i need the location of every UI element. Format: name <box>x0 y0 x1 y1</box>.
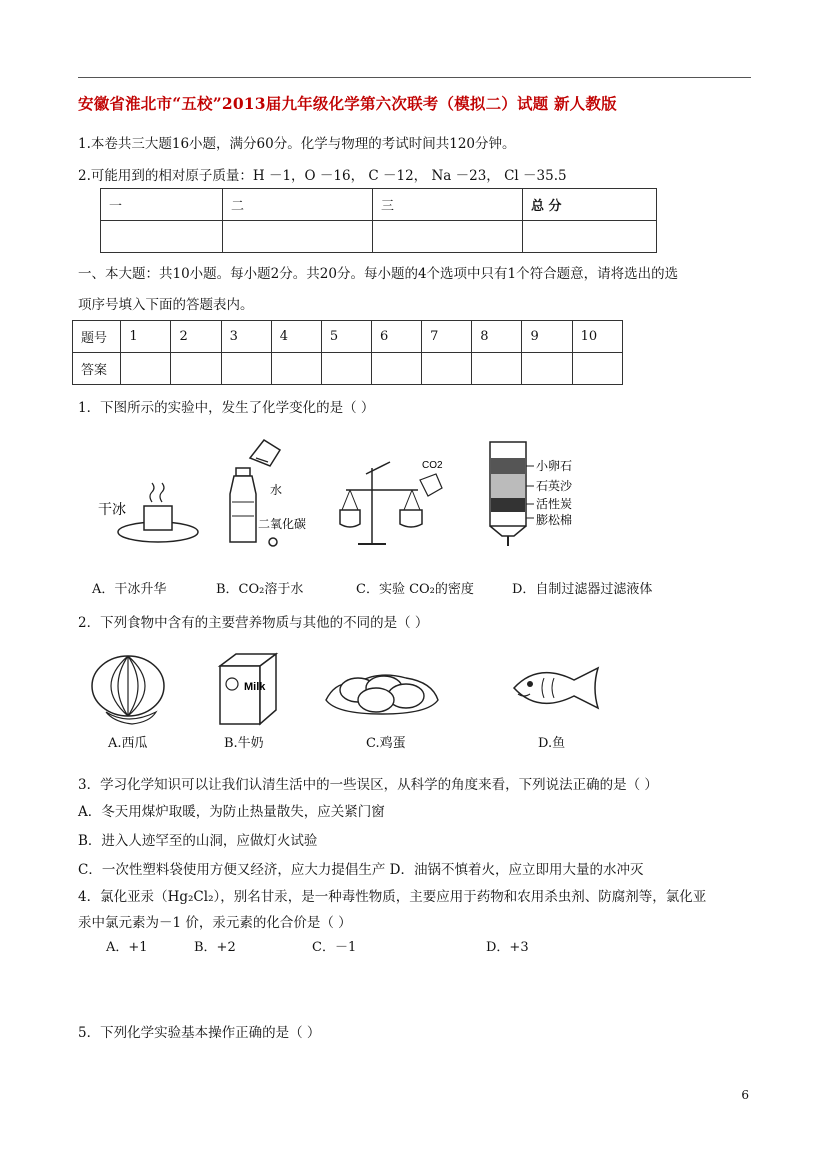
watermelon-figure <box>86 652 176 728</box>
q5-stem: 5．下列化学实验基本操作正确的是（ ） <box>78 1025 321 1041</box>
score-header-total: 总 分 <box>523 189 657 221</box>
answer-row-label-number: 题号 <box>73 321 121 353</box>
answer-number-4: 4 <box>271 321 321 353</box>
dry-ice-figure <box>96 480 206 550</box>
milk-carton-figure <box>210 650 300 730</box>
score-header-2: 二 <box>223 189 373 221</box>
score-cell-2[interactable] <box>223 221 373 253</box>
answer-number-8: 8 <box>472 321 522 353</box>
q4-option-d: D．+3 <box>486 940 529 955</box>
q2-option-c: C.鸡蛋 <box>366 736 406 751</box>
score-cell-1[interactable] <box>101 221 223 253</box>
page-number: 6 <box>741 1088 749 1102</box>
answer-number-2: 2 <box>171 321 221 353</box>
answer-cell-9[interactable] <box>522 353 572 385</box>
answer-cell-6[interactable] <box>372 353 422 385</box>
q3-option-a: A．冬天用煤炉取暖，为防止热量散失，应关紧门窗 <box>78 804 385 820</box>
q1-option-a: A．干冰升华 <box>92 582 167 597</box>
q1-option-c: C．实验 CO₂的密度 <box>356 582 474 597</box>
answer-number-6: 6 <box>372 321 422 353</box>
answer-cell-4[interactable] <box>271 353 321 385</box>
q1-stem: 1．下图所示的实验中，发生了化学变化的是（ ） <box>78 400 375 416</box>
filter-figure <box>484 438 604 550</box>
co2-bottle-figure <box>228 438 318 550</box>
answer-cell-3[interactable] <box>221 353 271 385</box>
q4-option-a: A．+1 <box>106 940 148 955</box>
answer-cell-2[interactable] <box>171 353 221 385</box>
q2-stem: 2．下列食物中含有的主要营养物质与其他的不同的是（ ） <box>78 615 429 631</box>
cotton-label: 膨松棉 <box>536 513 573 527</box>
answer-number-1: 1 <box>121 321 171 353</box>
answer-cell-7[interactable] <box>422 353 472 385</box>
q2-option-d: D.鱼 <box>538 736 566 751</box>
q4-line1: 4．氯化亚汞（Hg₂Cl₂），别名甘汞，是一种毒性物质，主要应用于药物和农用杀虫剂、防腐剂等，氯化亚 <box>78 889 707 905</box>
carbon-label: 活性炭 <box>536 497 573 511</box>
answer-number-3: 3 <box>221 321 271 353</box>
answer-number-10: 10 <box>572 321 622 353</box>
co2-gas-label: CO2 <box>422 460 443 471</box>
score-header-3: 三 <box>373 189 523 221</box>
answer-number-5: 5 <box>321 321 371 353</box>
answer-number-7: 7 <box>422 321 472 353</box>
q1-option-d: D．自制过滤器过滤液体 <box>512 582 653 597</box>
balance-figure <box>336 452 446 552</box>
q4-option-c: C．－1 <box>312 940 357 955</box>
co2-bottle-label: 二氧化碳 <box>258 517 307 531</box>
answer-table <box>72 320 623 385</box>
milk-word: Milk <box>244 681 266 693</box>
answer-cell-1[interactable] <box>121 353 171 385</box>
dry-ice-label: 干冰 <box>98 501 126 517</box>
answer-cell-10[interactable] <box>572 353 622 385</box>
score-header-1: 一 <box>101 189 223 221</box>
q4-line2: 汞中氯元素为－1 价，汞元素的化合价是（ ） <box>78 915 352 931</box>
answer-row-label-answer: 答案 <box>73 353 121 385</box>
q3-stem: 3．学习化学知识可以让我们认清生活中的一些误区，从科学的角度来看，下列说法正确的是（ ） <box>78 777 658 793</box>
note-2: 2.可能用到的相对原子质量：H －1，O －16， C －12， Na －23， Cl －35.5 <box>78 168 567 184</box>
q3-option-b: B．进入人迹罕至的山洞，应做灯火试验 <box>78 833 318 849</box>
answer-cell-5[interactable] <box>321 353 371 385</box>
page-title: 安徽省淮北市“五校”2013届九年级化学第六次联考（模拟二）试题 新人教版 <box>78 94 617 113</box>
header-rule <box>78 77 751 78</box>
eggs-figure <box>322 660 442 724</box>
score-cell-3[interactable] <box>373 221 523 253</box>
score-cell-total[interactable] <box>523 221 657 253</box>
section1-line1: 一、本大题：共10小题。每小题2分。共20分。每小题的4个选项中只有1个符合题意，请将选出的选 <box>78 266 679 282</box>
q2-option-a: A.西瓜 <box>108 736 148 751</box>
water-label: 水 <box>270 483 283 497</box>
fish-figure <box>508 660 604 716</box>
q2-option-b: B.牛奶 <box>224 736 264 751</box>
answer-cell-8[interactable] <box>472 353 522 385</box>
q3-option-cd: C．一次性塑料袋使用方便又经济，应大力提倡生产 D．油锅不慎着火，应立即用大量的水冲灭 <box>78 862 644 878</box>
score-table <box>100 188 657 253</box>
q4-option-b: B．+2 <box>194 940 236 955</box>
note-1: 1.本卷共三大题16小题，满分60分。化学与物理的考试时间共120分钟。 <box>78 136 516 152</box>
sand-label: 石英沙 <box>536 479 573 493</box>
q1-option-b: B．CO₂溶于水 <box>216 582 304 597</box>
answer-number-9: 9 <box>522 321 572 353</box>
section1-line2: 项序号填入下面的答题表内。 <box>78 297 254 313</box>
pebble-label: 小卵石 <box>536 459 573 473</box>
